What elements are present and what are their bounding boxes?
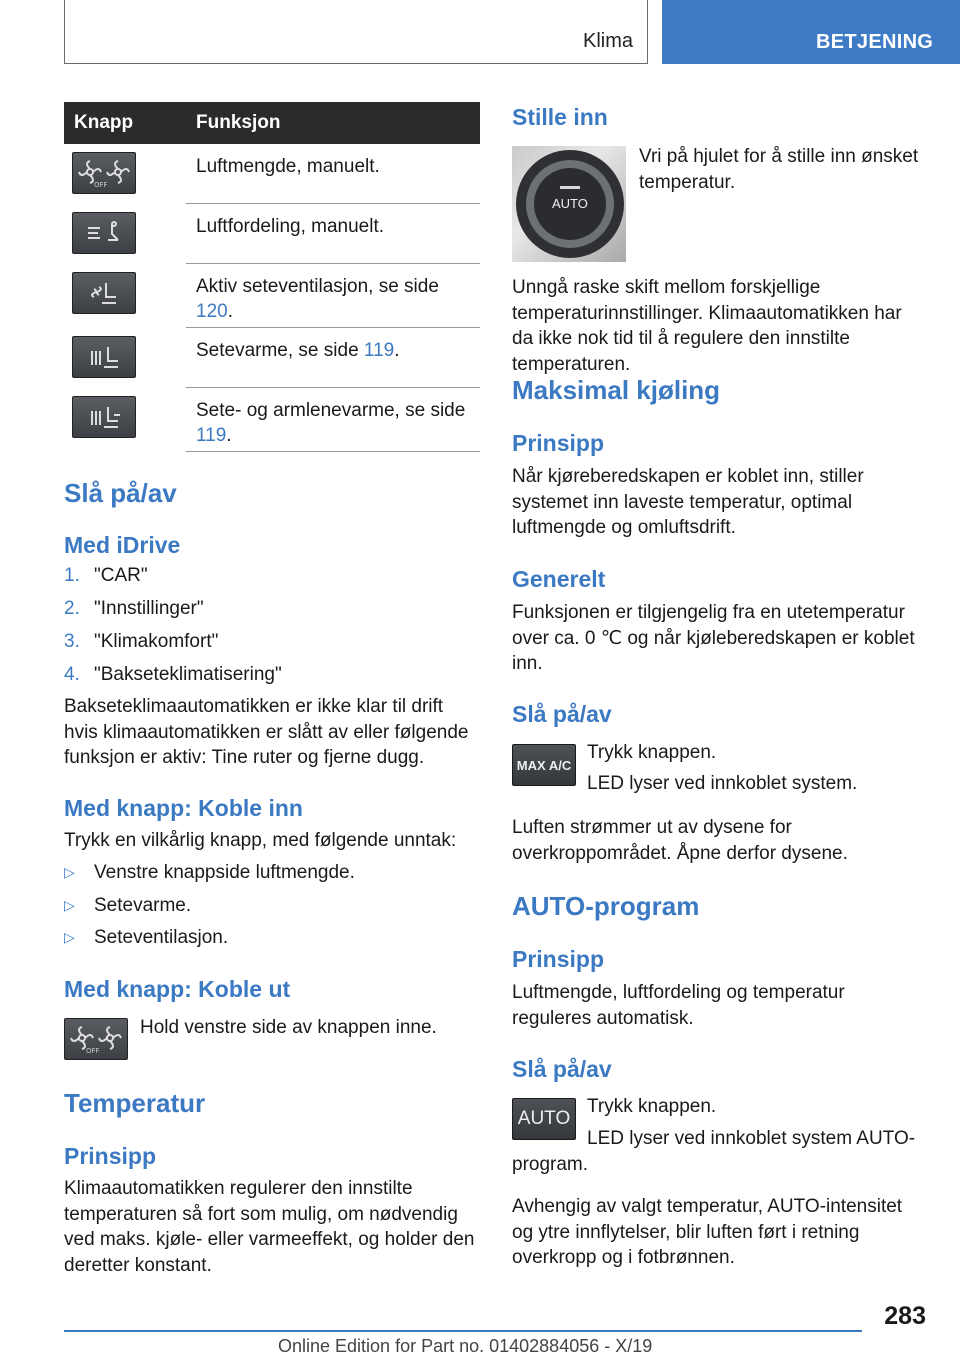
paragraph-general: Funksjonen er tilgjengelig fra en utetemperatur over ca. 0 ℃ og når kjøleberedskapen er koblet inn. [512,602,915,674]
heading-on-off: Slå på/av [512,1056,612,1082]
knob-label: AUTO [552,196,588,211]
max-ac-button-image [512,744,576,786]
list-item: 4. "Bakseteklimatisering" [64,664,282,685]
paragraph-press: Trykk knappen. [587,742,717,763]
heading-auto-program: AUTO-program [512,891,700,921]
step-text: "CAR" [94,565,148,586]
paragraph-principle: Luftmengde, luftfordeling og temperatur reguleres automatisk. [512,982,845,1029]
table-row [64,264,480,328]
footer-divider [64,1330,862,1332]
cell-text: Aktiv seteventilasjon, se side [196,276,439,297]
table-cell [186,328,480,388]
paragraph-principle: Klimaautomatikken regulerer den innstilte temperaturen så fort som mulig, om nødvendig ved maks. kjøle- eller varmeeffekt, og holder den deretter konstant. [64,1178,475,1276]
paragraph-led: LED lyser ved innkoblet system. [587,773,858,794]
heading-max-cooling: Maksimal kjøling [512,375,721,405]
table-row [64,144,480,204]
header-box [64,0,648,64]
col-function-header: Funksjon [196,112,281,133]
list-item: ▷ Venstre knappside luftmengde. [64,862,355,883]
svg-text:OFF: OFF [86,1047,100,1054]
bullet-text: Setevarme. [94,895,192,916]
cell-text-end: . [394,340,400,361]
heading-button-off: Med knapp: Koble ut [64,976,291,1002]
step-text: "Bakseteklimatisering" [94,664,282,685]
bullet-text: Venstre knappside luftmengde. [94,862,355,883]
heading-set: Stille inn [512,104,608,130]
page-link[interactable]: 119 [363,340,395,361]
svg-text:OFF: OFF [94,181,108,188]
col-button-header: Knapp [74,112,134,133]
fan-off-icon [72,152,136,194]
chapter-title: Klima [582,30,633,52]
heading-on-off: Slå på/av [64,478,177,508]
table-header [64,102,480,144]
paragraph-led: LED lyser ved innkoblet system AUTO-program. [512,1128,916,1175]
table-row [64,204,480,264]
section-tab[interactable]: BETJENING [662,0,960,64]
heading-principle: Prinsipp [64,1143,157,1169]
table-cell [186,388,480,452]
paragraph-air: Luften strømmer ut av dysene for overkroppområdet. Åpne derfor dysene. [512,817,848,864]
page-number: 283 [884,1302,926,1330]
heading-temperature: Temperatur [64,1088,206,1118]
list-item: 2. "Innstillinger" [64,598,204,619]
auto-label: AUTO [517,1108,571,1129]
list-item: 1. "CAR" [64,565,148,586]
cell-text-end: . [226,425,232,446]
step-text: "Klimakomfort" [94,631,219,652]
heading-button-on: Med knapp: Koble inn [64,795,303,821]
page-link[interactable]: 119 [196,425,227,446]
seat-armrest-heating-icon [72,396,136,438]
max-ac-label: MAX A/C [516,757,572,773]
table-cell [186,264,480,328]
paragraph-idrive: Bakseteklimaautomatikken er ikke klar til drift hvis klimaautomatikken er slått av eller følgende funksjon er aktiv: Tine ruter og fjerne dugg. [64,696,469,768]
seat-heating-icon [72,336,136,378]
step-text: "Innstillinger" [94,598,204,619]
bullet-text: Seteventilasjon. [94,927,229,948]
list-item: 3. "Klimakomfort" [64,631,219,652]
fan-off-icon [64,1018,128,1060]
heading-principle: Prinsipp [512,430,605,456]
footer-edition: Online Edition for Part no. 01402884056 - X/19 [278,1336,653,1356]
paragraph-press: Trykk knappen. [587,1096,717,1117]
cell-text-end: . [227,301,233,322]
heading-general: Generelt [512,566,606,592]
heading-idrive: Med iDrive [64,532,181,558]
temperature-knob-image [512,146,626,262]
seat-ventilation-icon [72,272,136,314]
cell-text: Setevarme, se side [196,340,364,361]
paragraph-set: Vri på hjulet for å stille inn ønsket temperatur. [639,146,919,193]
paragraph-set-note: Unngå raske skift mellom forskjellige temperaturinnstillinger. Klimaautomatikken har da ikke nok tid til å regulere den innstilte temperaturen. [512,277,902,375]
cell-text: Sete- og armlenevarme, se side [196,400,466,421]
table-row [64,388,480,452]
page-link[interactable]: 120 [196,301,228,322]
list-item: ▷ Seteventilasjon. [64,927,229,948]
heading-principle: Prinsipp [512,946,605,972]
button-function-table [64,102,480,452]
table-cell: Luftmengde, manuelt. [186,144,480,204]
list-item: ▷ Setevarme. [64,895,192,916]
heading-on-off: Slå på/av [512,701,612,727]
air-distribution-icon [72,212,136,254]
paragraph-button-off: Hold venstre side av knappen inne. [140,1017,437,1038]
table-row [64,328,480,388]
table-cell: Luftfordeling, manuelt. [186,204,480,264]
paragraph-principle: Når kjøreberedskapen er koblet inn, stiller systemet inn laveste temperatur, optimal luftmengde og omluftsdrift. [512,466,864,538]
paragraph-button-on: Trykk en vilkårlig knapp, med følgende unntak: [64,830,457,851]
paragraph-depends: Avhengig av valgt temperatur, AUTO-intensitet og ytre innflytelser, blir luften ført i retning overkropp og i fotbrønnen. [512,1196,903,1268]
